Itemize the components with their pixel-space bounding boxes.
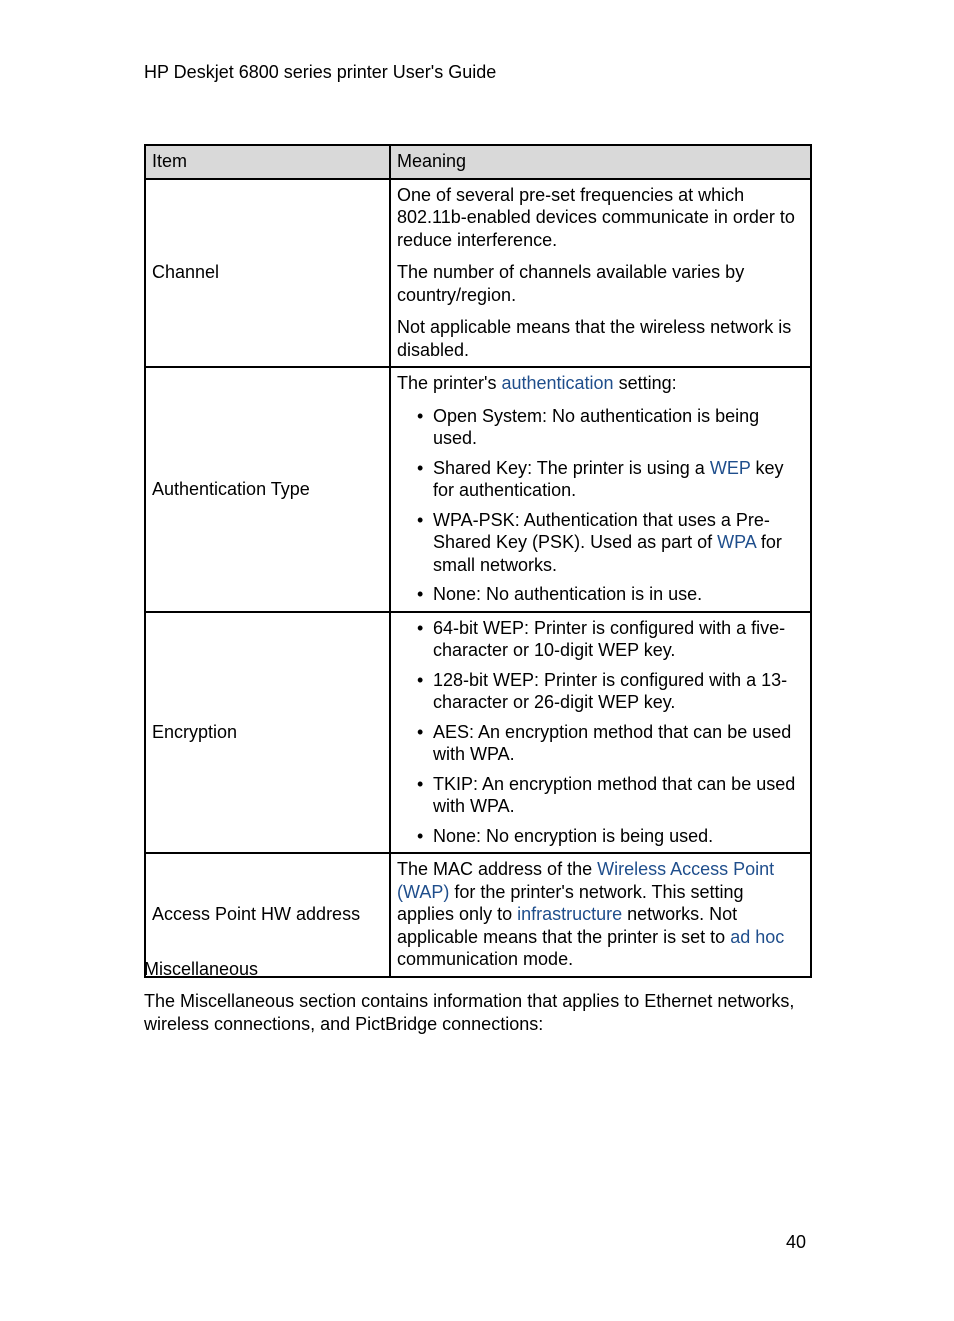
authentication-link[interactable]: authentication <box>501 373 614 393</box>
text: : No encryption is being used. <box>476 825 714 846</box>
wireless-access-point-link[interactable]: Wireless Access Point (WAP) <box>397 859 775 902</box>
meaning-cell <box>390 612 811 854</box>
text: : No authentication is in use. <box>476 584 703 604</box>
text: : No authentication is being used. <box>433 405 760 448</box>
meaning-paragraph: The number of channels available varies by country/region. <box>397 262 745 305</box>
item-cell: Encryption <box>145 612 390 854</box>
page-header: HP Deskjet 6800 series printer User's Guide <box>144 62 497 82</box>
table-header-row <box>145 145 811 179</box>
list-item <box>417 457 805 502</box>
term: 128-bit WEP <box>433 669 535 690</box>
table-row-encryption <box>145 612 811 854</box>
item-cell: Channel <box>145 179 390 368</box>
term: TKIP <box>433 773 474 794</box>
meaning-cell <box>390 179 811 368</box>
term: Not applicable <box>397 904 738 947</box>
meaning-cell <box>390 367 811 612</box>
text: key for authentication. <box>433 457 784 500</box>
meaning-paragraph <box>397 316 805 361</box>
text: : An encryption method that can be used with WPA. <box>433 721 792 764</box>
text: for the printer's network. This setting applies only to <box>397 881 744 924</box>
text: communication mode. <box>397 949 574 969</box>
text: for small networks. <box>433 532 782 575</box>
infrastructure-link[interactable]: infrastructure <box>517 904 623 924</box>
meaning-cell <box>390 853 811 977</box>
text: means that the wireless network is disabled. <box>397 317 792 360</box>
ad-hoc-link[interactable]: ad hoc <box>730 926 785 947</box>
text: : Printer is configured with a 13-character or 26-digit WEP key. <box>433 669 788 712</box>
section-paragraph: The Miscellaneous section contains information that applies to Ethernet networks, wireless connections, and PictBridge connections: <box>144 991 795 1034</box>
list-item <box>417 405 805 450</box>
term: AES <box>433 721 470 742</box>
item-cell: Access Point HW address <box>145 853 390 977</box>
wep-link[interactable]: WEP <box>709 457 751 478</box>
text: : The printer is using a <box>527 457 710 478</box>
list-item <box>417 669 805 714</box>
bullet-list <box>397 617 805 848</box>
text: : Printer is configured with a five-character or 10-digit WEP key. <box>433 617 786 660</box>
term: Shared Key <box>433 457 528 478</box>
term: None <box>433 584 477 604</box>
list-item <box>417 773 805 818</box>
list-item <box>417 583 805 606</box>
list-item <box>417 721 805 766</box>
page-number: 40 <box>786 1232 807 1252</box>
list-item <box>417 509 805 577</box>
text: The MAC address of the <box>397 859 598 879</box>
table-row-channel <box>145 179 811 368</box>
text: : An encryption method that can be used with WPA. <box>433 773 796 816</box>
list-item <box>417 617 805 662</box>
settings-table <box>144 144 812 978</box>
column-header-meaning: Meaning <box>390 145 811 179</box>
term: Not applicable <box>397 317 512 337</box>
section-heading: Miscellaneous <box>144 959 259 979</box>
bullet-list <box>397 405 805 606</box>
term: None <box>433 825 477 846</box>
meaning-paragraph <box>397 372 805 395</box>
term: 64-bit WEP <box>433 617 525 638</box>
text: : Authentication that uses a Pre-Shared Key (PSK). Used as part of <box>433 509 770 552</box>
column-header-item: Item <box>145 145 390 179</box>
text: networks. <box>622 904 710 924</box>
list-item <box>417 825 805 848</box>
term: Open System <box>433 405 543 426</box>
meaning-paragraph: One of several pre-set frequencies at which 802.11b-enabled devices communicate in order to reduce interference. <box>397 184 795 250</box>
text: means that the printer is set to <box>478 926 731 947</box>
item-cell: Authentication Type <box>145 367 390 612</box>
text: setting: <box>613 373 677 393</box>
term: WPA-PSK <box>433 509 515 530</box>
wpa-link[interactable]: WPA <box>717 532 756 552</box>
meaning-paragraph <box>397 858 805 971</box>
table-row-access-point-hw-address <box>145 853 811 977</box>
text: The printer's <box>397 373 502 393</box>
table-row-authentication-type <box>145 367 811 612</box>
